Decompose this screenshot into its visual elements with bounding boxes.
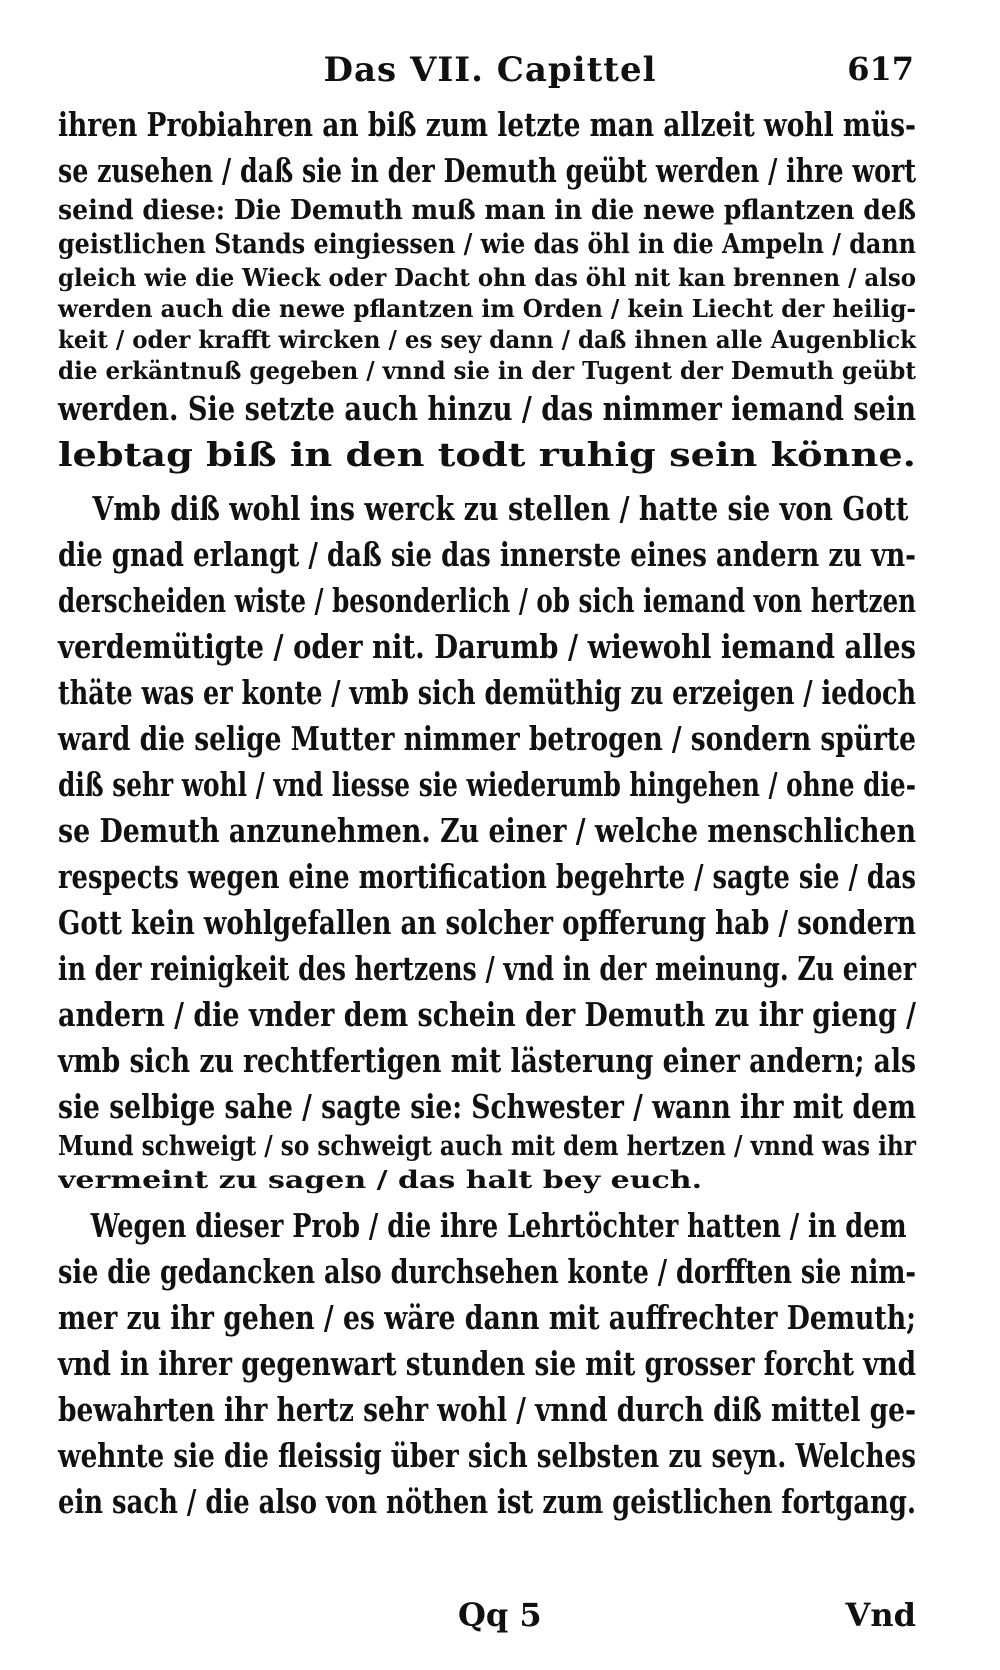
text-line: se Demuth anzunehmen. Zu einer / welche menschlichen: [58, 811, 916, 850]
text-line: sie die gedancken also durchsehen konte / dorfften sie nim-: [58, 1252, 916, 1291]
signature-mark: Qq 5: [458, 1596, 542, 1634]
text-line: vermeint zu sagen / das halt bey euch.: [58, 1165, 703, 1194]
page-footer: [58, 1596, 916, 1640]
text-line: ward die selige Mutter nimmer betrogen / sondern spürte: [58, 719, 916, 758]
text-line: lebtag biß in den todt ruhig sein könne.: [58, 435, 917, 474]
text-line: werden auch die newe pflantzen im Orden / kein Liecht der heilig-: [58, 294, 916, 323]
text-line: thäte was er konte / vmb sich demüthig zu erzeigen / iedoch: [58, 673, 916, 712]
catchword: Vnd: [845, 1596, 916, 1634]
text-line: gleich wie die Wieck oder Dacht ohn das öhl nit kan brennen / also: [58, 263, 916, 292]
text-line: se zusehen / daß sie in der Demuth geübt werden / ihre wort: [58, 151, 916, 190]
text-line: bewahrten ihr hertz sehr wohl / vnnd durch diß mittel ge-: [58, 1390, 916, 1429]
text-line: ein sach / die also von nöthen ist zum geistlichen fortgang.: [58, 1482, 916, 1521]
body-text: [58, 102, 916, 1525]
text-line: derscheiden wiste / besonderlich / ob sich iemand von hertzen: [58, 581, 916, 620]
running-title: Das VII. Capittel: [323, 50, 657, 90]
text-line: andern / die vnder dem schein der Demuth zu ihr gieng /: [58, 995, 916, 1034]
page-number: 617: [847, 50, 914, 88]
text-line: mer zu ihr gehen / es wäre dann mit auffrechter Demuth;: [58, 1298, 916, 1337]
text-line: in der reinigkeit des hertzens / vnd in der meinung. Zu einer: [58, 949, 916, 988]
text-line: sie selbige sahe / sagte sie: Schwester / wann ihr mit dem: [58, 1087, 916, 1126]
text-line: verdemütigte / oder nit. Darumb / wiewohl iemand alles: [58, 627, 916, 666]
text-line: vmb sich zu rechtfertigen mit lästerung einer andern; als: [58, 1041, 916, 1080]
text-line: vnd in ihrer gegenwart stunden sie mit grosser forcht vnd: [58, 1344, 916, 1383]
text-line: respects wegen eine mortification begehrte / sagte sie / das: [58, 857, 916, 896]
text-line: die gnad erlangt / daß sie das innerste eines andern zu vn-: [58, 535, 916, 574]
text-line: Vmb diß wohl ins werck zu stellen / hatte sie von Gott: [92, 489, 909, 528]
text-line: geistlichen Stands eingiessen / wie das öhl in die Ampeln / dann: [58, 229, 916, 260]
text-line: Gott kein wohlgefallen an solcher opfferung hab / sondern: [58, 903, 916, 942]
text-line: Mund schweigt / so schweigt auch mit dem hertzen / vnnd was ihr: [58, 1131, 916, 1162]
text-line: ihren Probiahren an biß zum letzte man allzeit wohl müs-: [58, 105, 916, 144]
text-line: seind diese: Die Demuth muß man in die newe pflantzen deß: [58, 195, 916, 226]
text-line: diß sehr wohl / vnd liesse sie wiederumb hingehen / ohne die-: [58, 765, 916, 804]
text-line: Wegen dieser Prob / die ihre Lehrtöchter hatten / in dem: [90, 1206, 907, 1245]
page-header: [60, 50, 920, 100]
text-line: wehnte sie die fleissig über sich selbsten zu seyn. Welches: [58, 1436, 916, 1475]
text-line: werden. Sie setzte auch hinzu / das nimmer iemand sein: [58, 389, 916, 428]
text-line: die erkäntnuß gegeben / vnnd sie in der Tugent der Demuth geübt: [58, 356, 916, 385]
text-line: keit / oder krafft wircken / es sey dann / daß ihnen alle Augenblick: [58, 325, 916, 354]
